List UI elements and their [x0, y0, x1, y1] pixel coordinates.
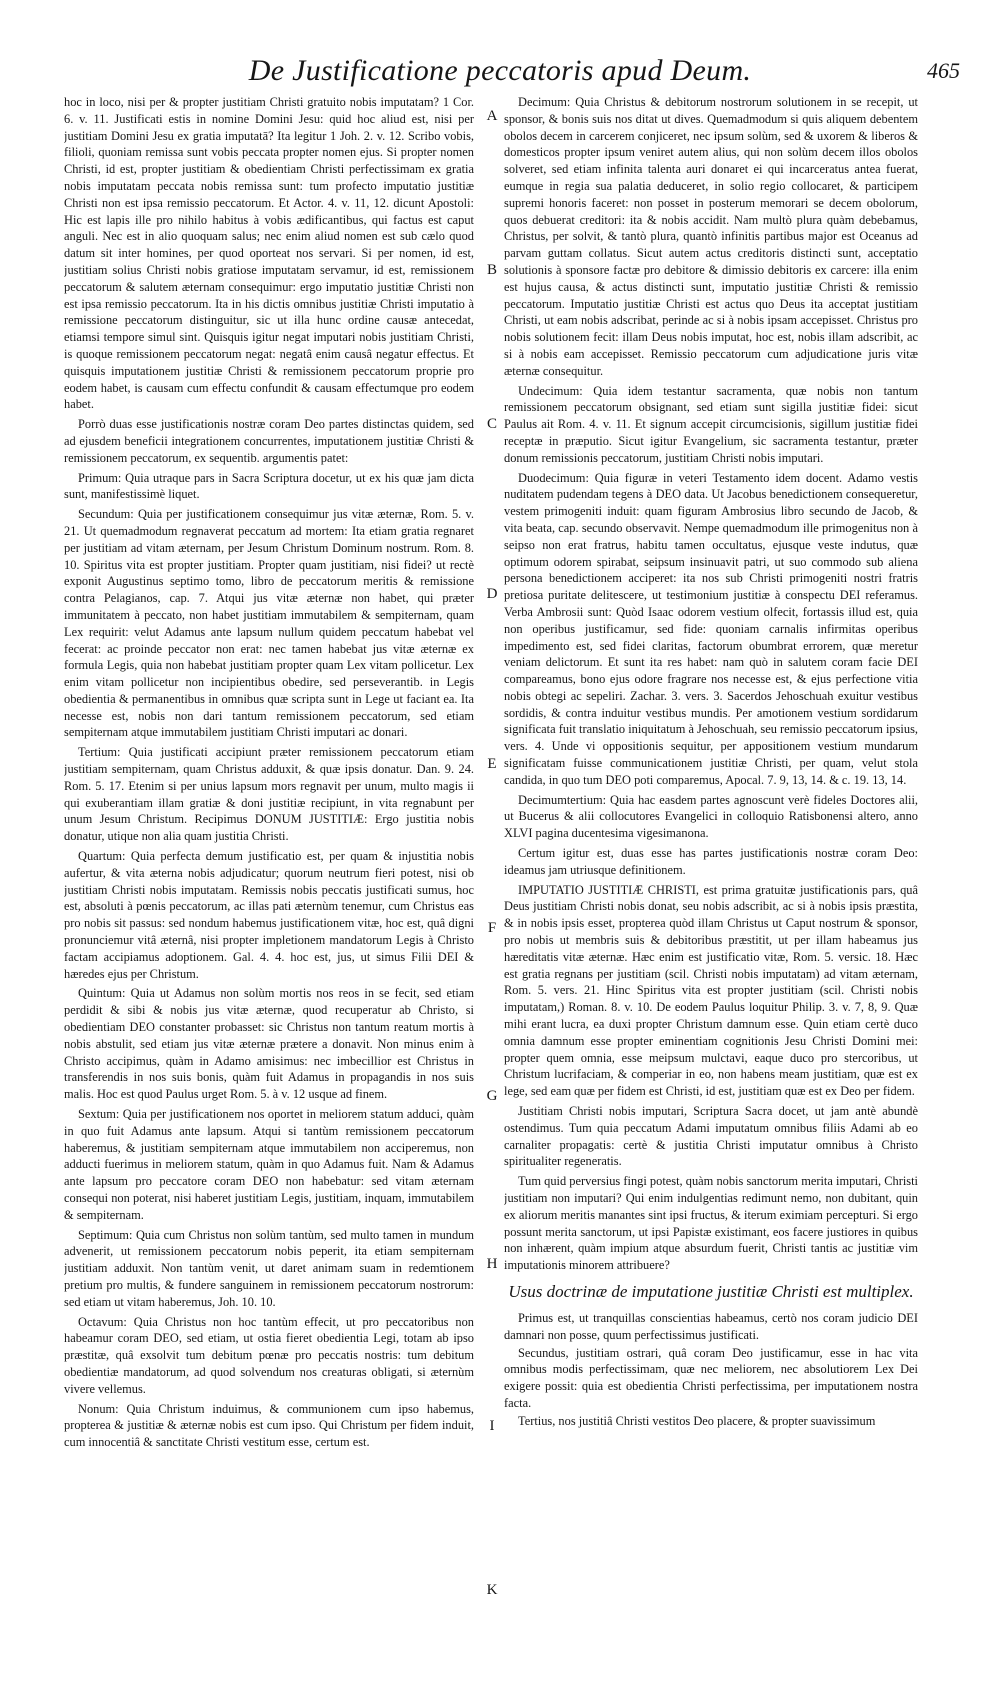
paragraph: Tertium: Quia justificati accipiunt præter remissionem peccatorum etiam justitiam sempiternam, quam Christus adduxit, & quæ ipsis donatur. Dan. 9. 24. Rom. 5. 17. Etenim si per unius lapsum mors regnavit per unum, multo magis ii qui exuberantiam illam gratiæ & doni justitiæ recipiunt, in vita regnabunt per unum Jesum Christum. Recipimus DONUM JUSTITIÆ: Ergo justitia nobis donatur, utique non alia quam justitia Christi. — [64, 745, 474, 844]
paragraph: Quartum: Quia perfecta demum justificatio est, per quam & injustitia nobis aufertur, & vita æterna nobis adjudicatur; quorum neutrum fieri potest, nisi ob justitiam Christi nobis imputatam. Remissis nobis peccatis justificati sumus, hoc est, absoluti à pœnis peccatorum, ac illas pati æternùm tenemur, cum Christus eas pro nobis sit passus: sed nondum habemus justificationem vitæ, hoc est, quâ digni pronunciemur vitâ æternâ, nisi propter impletionem mandatorum Legis à Christo factam accipiamus adoptionem. Gal. 4. 4. hoc est, jus, ut simus Filii DEI & hæredes ejus per Christum. — [64, 849, 474, 981]
margin-letter-c: C — [486, 416, 497, 432]
running-title: De Justificatione peccatoris apud Deum. — [248, 54, 752, 87]
margin-letter-b: B — [486, 262, 497, 278]
paragraph: Primus est, ut tranquillas conscientias habeamus, certò nos coram judicio DEI damnari non posse, quum perfectissimus justificati. — [504, 1310, 918, 1342]
paragraph: hoc in loco, nisi per & propter justitiam Christi gratuito nobis imputatam? 1 Cor. 6. v. 11. Justificati estis in nomine Domini Jesu: quid hoc aliud est, nisi per justitiam Domini Jesu ex gratia imputatā? Ita legitur 1 Joh. 2. v. 12. Scribo vobis, filioli, quoniam remissa sunt vobis peccata propter nomen ejus. Si propter nomen Christi, id est, propter justitiam & obedientiam Christi perfectissimam ex gratia nobis imputatam peccata nobis remissa sunt: tum profecto imputatio justitiæ Christi non est ipsa remissio peccatorum. Et Actor. 4. v. 11, 12. dicunt Apostoli: Hic est lapis ille pro nihilo habitus à vobis ædificantibus, qui factus est caput anguli. Nec est in alio quoquam salus; nec enim aliud nomen est sub cælo quod datum sit inter homines, per quod oporteat nos servari. Si per nomen, id est, justitiam solius Christi nobis gratiose imputatam servamur, id est, remissionem peccatorum & salutem æternam consequimur: ergo imputatio justitiæ Christi non est ipsa remissio peccatorum. Ita in his dictis omnibus justitiæ Christi imputatio à remissione peccatorum distinguitur, sic ut illa hunc ordine causæ antecedat, etiamsi tempore simul sint. Quisquis igitur negat imputari nobis justitiam Christi, is quoque remissionem peccatorum negat: negatâ enim causâ negatur effectus. Et quisquis imputationem justitiæ Christi & remissionem peccatorum proprie pro eodem habet, is causam cum effectu confundit & causam effectumque pro eodem habet. — [64, 95, 474, 412]
paragraph: Quintum: Quia ut Adamus non solùm mortis nos reos in se fecit, sed etiam perdidit & sibi & nobis jus vitæ æternæ, quod recuperatur ab Christo, si obedientiam DEO constanter probasset: sic Christus non tantum reatum mortis à nobis abstulit, sed etiam jus vitæ æternæ prætere a donavit. Non minus enim à Christo accipimus, quàm in Adamo amisimus: nec imbecillior est Christus in transferendis in nos suis bonis, quàm fuit Adamus in propagandis in nos suis malis. Hoc est quod Paulus urget Rom. 5. à v. 12 usque ad finem. — [64, 986, 474, 1102]
margin-letter-g: G — [486, 1088, 498, 1104]
paragraph: IMPUTATIO JUSTITIÆ CHRISTI, est prima gratuitæ justificationis pars, quâ Deus justitiam Christi nobis donat, seu nobis adscribit, ac si à nobis ipsis præstita, & in nobis ipsis esset, propterea quòd illam Christus ut Caput nostrum & sponsor, pro nobis ut membris suis & debitoribus præstitit, ut per illam habeamus jus hæreditatis vitæ æternæ. Hæc enim est justificatio vitæ, Rom. 5. versic. 18. Hæc est gratia regnans per justitiam (scil. Christi nobis imputatam) ad vitam æternam, Rom. 5. vers. 21. Hinc Spiritus vita est propter justitiam (scil. Christi nobis imputatam,) Roman. 8. v. 10. De eodem Paulus loquitur Philip. 3. v. 7, 8, 9. Quæ mihi erant lucra, ea duxi propter Christum damnum esse. Quin etiam certè duco omnia damnum esse propter eminentiam cognitionis Jesu Christi Domini mei: propter quem omnia, esse meipsum mulctavi, eaque duco pro stercoribus, ut Christum lucrifaciam, & comperiar in eo, non habens meam justitiam, quæ est ex lege, sed eam quæ per fidem est Christi, id est, justitiam quæ est ex Deo per fidem. — [504, 882, 918, 1099]
paragraph: Justitiam Christi nobis imputari, Scriptura Sacra docet, ut jam antè abundè ostendimus. Tum quia peccatum Adami imputatum omnibus filiis Adami ab eo carnaliter propagatis: certè & justitia Christi imputatur omnibus à Christo spiritualiter regeneratis. — [504, 1104, 918, 1169]
paragraph: Tertius, nos justitiâ Christi vestitos Deo placere, & propter suavissimum — [518, 1413, 876, 1428]
margin-letter-i: I — [489, 1418, 495, 1434]
paragraph: Decimum: Quia Christus & debitorum nostrorum solutionem in se recepit, ut sponsor, & bonis suis nos ditat ut dives. Quemadmodum si quis aliquem debentem obolos decem in carcerem conjiceret, nec ipsum solùm, sed & uxorem & liberos & domesticos propter ipsum veniret autem alius, qui non solùm decem illos obolos solveret, sed etiam infinita talenta auri donaret ei qui incarceratus antea fuerat, eumque in regia sua palatia deduceret, in solio regio collocaret, & participem supremi honoris faceret: non posset in posterum memorari se decem obolorum, quos debuerat creditori: ita & nobis accidit. Nam multò plura quàm debebamus, Christus, per solvit, & tantò plura, quantò infinitis partibus major est Oceanus ad parvam guttam collatus. Sicut autem actus creditoris distincti sunt, acceptatio solutionis à sponsore factæ pro debitore & dimissio debitoris ex carcere: illa enim est hujus causa, & actus distincti sunt, imputatio justitiæ Christi & remissio peccatorum. Imputatio justitiæ Christi est actus quo Deus ita acceptat justitiam Christi, ut eam nobis adscribat, perinde ac si à nobis ipsam accepisset. Christus pro nobis solutionem fecit: illam Deus nobis imputat, hoc est, nobis illam adscribit, ac si à nobis eam accepisset. Remissio peccatorum cum adjudicatione juris vitæ æternæ consequitur. — [504, 95, 918, 378]
right-column — [504, 94, 918, 1704]
paragraph: Secundus, justitiam ostrari, quâ coram Deo justificamur, esse in hac vita omnibus modis perfectissimam, quæ nec meliorem, nec absolutiorem Lex Dei exigere possit: quia est obedientia Christi perfectissima, per imputationem nostra facta. — [504, 1345, 918, 1410]
margin-letter-f: F — [487, 920, 497, 936]
margin-letter-k: K — [486, 1582, 498, 1598]
paragraph: Tum quid perversius fingi potest, quàm nobis sanctorum merita imputari, Christi justitiam non imputari? Qui enim indulgentias redimunt nemo, non dubitant, quin ex aliorum meritis manantes sint ipsi fructus, & iterum eximiam percepturi. Si ergo possunt merita sanctorum, ut ipsi Papistæ existimant, eos facere justiores in quibus non inhærent, quàm impium atque absurdum fuerit, Christi tantis ac justitiæ vim imputationis minorem attribuere? — [504, 1174, 918, 1273]
paragraph: Certum igitur est, duas esse has partes justificationis nostræ coram Deo: ideamus jam utriusque definitionem. — [504, 846, 918, 877]
margin-letter-d: D — [486, 586, 498, 602]
paragraph: Sextum: Quia per justificationem nos oportet in meliorem statum adduci, quàm in quo fuit Adamus ante lapsum. Atqui si tantùm remissionem peccatorum haberemus, & justitiam sempiternam atque immutabilem non acciperemus, non adducti fuerimus in meliorem statum, quàm in quo Adamus fuit. Nam & Adamus ante lapsum pro peccatore coram DEO non habebatur: sed vitam æternam consequi non poterat, nisi haberet justitiam Legis, justitiam, inquam, immutabilem & sempiternam. — [64, 1107, 474, 1222]
paragraph: Decimumtertium: Quia hac easdem partes agnoscunt verè fideles Doctores alii, ut Bucerus & alii collocutores Evangelici in colloquio Ratisbonensi altero, anno XLVI pagina ducentesima vigesimanona. — [504, 792, 918, 841]
paragraph: Octavum: Quia Christus non hoc tantùm effecit, ut pro peccatoribus non habeamur coram DEO, sed etiam, ut ostia fieret obedientia Legi, totam ab ipso præstitæ, quâ exsolvit tum debitum pœnæ pro peccatis nostris: tum debitum obedientiæ mandatorum, ad quod solvendum nos creaturas obligati, si æternùm vivere vellemus. — [64, 1314, 474, 1396]
page-header — [0, 50, 1000, 96]
paragraph: Porrò duas esse justificationis nostræ coram Deo partes distinctas quidem, sed ad ejusdem beneficii integrationem concurrentes, imputationem justitiæ Christi & remissionem peccatorum, ex sequentib. argumentis patet: — [64, 417, 474, 465]
paragraph: Duodecimum: Quia figuræ in veteri Testamento idem docent. Adamo vestis nuditatem pudendam tegens à DEO data. Ut Jacobus benedictionem consequeretur, vestem primogeniti induit: quam figuram Ambrosius libro secundo de Jacob, & vita beata, cap. secundo observavit. Nempe quemadmodum ille primogenitus non à seipso non erat fratrus, habitu tamen occultatus, ejusque veste indutus, quæ optimum odorem spirabat, seipsum insinuavit patri, ut suo commodo sub aliena persona benedictionem acciperet: ita nos sub Christi primogeniti nostri fratris pretiosa puritate delitescere, ut testimonium justitiæ à conspectu DEI referamus. Verba Ambrosii sunt: Quòd Isaac odorem vestium olfecit, fortassis illud est, quia non operibus justificamur, sed fide: quoniam carnalis infirmitas operibus impedimento est, sed fidei claritas, factorum obumbrat errorem, quæ meretur veniam delictorum. Et sunt ita res habet: nam quò in salutem coram facie DEI compareamus, bono ejus odore fragrare nos necesse est, & ejus perfectione vitia nobis obtegi ac sepeliri. Zachar. 3. vers. 3. Sacerdos Jehoschuah exuitur vestibus sordidis, & contra induitur vestibus mundis. Per amotionem vestium sordidarum significata fuit translatio iniquitatum à Jehoschuah, seu remissio peccatorum ipsius, vers. 4. Unde vi oppositionis sequitur, per appositionem vestium mundarum significatam fuisse communicationem justitiæ Christi, per quam, velut stola candida, in quo tum DEO poti comparemus, Apocal. 7. 9, 13, 14. & c. 19. 13, 14. — [504, 470, 918, 787]
paragraph: Primum: Quia utraque pars in Sacra Scriptura docetur, ut ex his quæ jam dicta sunt, manifestissimè liquet. — [64, 470, 474, 502]
section-heading: Usus doctrinæ de imputatione justitiæ Christi est multiplex. — [508, 1281, 914, 1301]
left-column — [64, 94, 474, 1704]
margin-letter-a: A — [486, 108, 498, 124]
paragraph: Undecimum: Quia idem testantur sacramenta, quæ nobis non tantum remissionem peccatorum obsignant, sed etiam sunt sigilla justitiæ fidei: sicut Paulus ait Rom. 4. v. 11. Et signum accepit circumcisionis, sigillum justitiæ fidei receptæ in præputio. Sicut igitur Evangelium, sic sacramenta testantur, præter donum remissionis peccatorum, justitiam Christi nobis imputari. — [504, 383, 918, 465]
paragraph: Secundum: Quia per justificationem consequimur jus vitæ æternæ, Rom. 5. v. 21. Ut quemadmodum regnaverat peccatum ad mortem: Ita etiam gratia regnaret per justitiam ad vitam æternam, per Jesum Christum Dominum nostrum. Rom. 8. 10. Spiritus vita est propter justitiam. Propter quam justitiam, nisi fidei? ut rectè exponit Augustinus septimo tomo, libro de peccatorum meritis & remissione contra Pelagianos, cap. 7. Atqui jus vitæ æternæ non habet, qui præter immunitatem à peccato, non habet justitiam immutabilem & sempiternam, quam Lex requirit: velut Adamus ante lapsum nullum quidem peccatum habebat vel fecerat: ac proinde peccator non erat: nec tamen habebat jus vitæ æternæ ex formula Legis, quia non habebat justitiam propter quam Lex vitam pollicetur. Lex enim vitam pollicetur non incipientibus obedire, sed perseverantib. in Legis obedientia & permanentibus in omnibus quæ scripta sunt in Lege ut faciant ea. Ita necesse est, nobis non dari tantum remissionem peccatorum, sed etiam sempiternam atque immutabilem justitiam Christi imputari ac donari. — [64, 507, 474, 740]
paragraph: Septimum: Quia cum Christus non solùm tantùm, sed multo tamen in mundum advenerit, ut remissionem peccatorum nobis peperit, ita etiam sempiternam justitiam adduxit. Non tantùm venit, ut daret animam suam in redemtionem pretium pro multis, & fundere sanguinem in remissionem peccatorum nostrorum: sed etiam ut vitam haberemus, Joh. 10. 10. — [64, 1227, 474, 1309]
margin-letter-h: H — [486, 1256, 498, 1272]
page-number: 465 — [927, 58, 960, 83]
margin-letter-e: E — [487, 756, 497, 772]
paragraph: Nonum: Quia Christum induimus, & communionem cum ipso habemus, propterea & justitiæ & æternæ nobis est cum ipso. Qui Christum per fidem induit, cum innocentiâ & sanctitate Christi vestitum esse, certum est. — [64, 1401, 474, 1450]
